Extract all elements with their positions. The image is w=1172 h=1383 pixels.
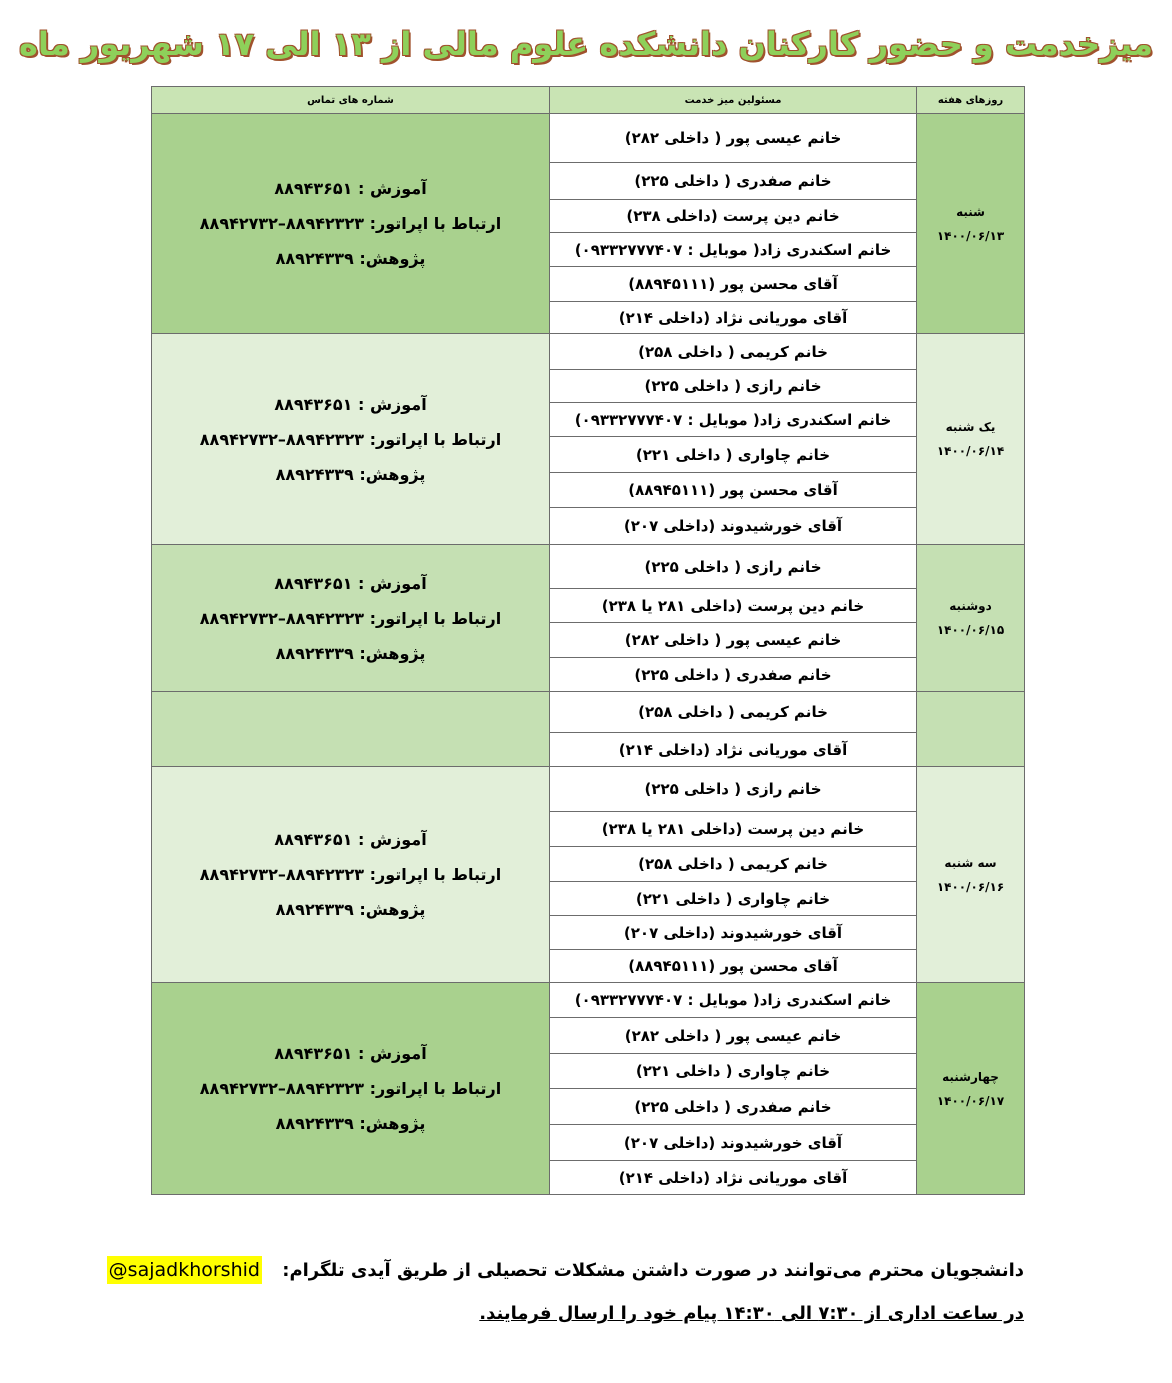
contact-operator: ارتباط با اپراتور: ۸۸۹۴۲۳۲۳–۸۸۹۴۲۷۳۲ bbox=[199, 865, 502, 884]
table-row bbox=[152, 983, 1025, 1018]
contact-operator: ارتباط با اپراتور: ۸۸۹۴۲۳۲۳–۸۸۹۴۲۷۳۲ bbox=[199, 214, 502, 233]
table-row bbox=[152, 114, 1025, 163]
contacts-cell-wednesday bbox=[152, 983, 550, 1195]
staff-cell: آقای موریانی نژاد (داخلی ۲۱۴) bbox=[550, 733, 917, 767]
staff-cell: خانم دین پرست (داخلی ۲۸۱ یا ۲۳۸) bbox=[550, 589, 917, 623]
staff-cell: آقای خورشیدوند (داخلی ۲۰۷) bbox=[550, 916, 917, 950]
contacts-cell-sunday bbox=[152, 334, 550, 545]
staff-cell: خانم رازی ( داخلی ۲۲۵) bbox=[550, 545, 917, 589]
table-row bbox=[152, 545, 1025, 589]
staff-cell: خانم چاواری ( داخلی ۲۲۱) bbox=[550, 882, 917, 916]
day-cell-tuesday bbox=[917, 767, 1025, 983]
table-row bbox=[152, 692, 1025, 733]
staff-cell: آقای موریانی نژاد (داخلی ۲۱۴) bbox=[550, 1161, 917, 1195]
header-day: روزهای هفته bbox=[917, 87, 1025, 114]
staff-cell: آقای محسن پور (۸۸۹۴۵۱۱۱) bbox=[550, 267, 917, 302]
page-title: میزخدمت و حضور کارکنان دانشکده علوم مالی از ۱۳ الی ۱۷ شهریور ماه bbox=[19, 25, 1153, 63]
telegram-id-link[interactable]: @sajadkhorshid bbox=[107, 1256, 262, 1284]
table-row bbox=[152, 334, 1025, 370]
contact-research: پژوهش: ۸۸۹۲۴۳۳۹ bbox=[275, 1114, 426, 1133]
day-date: ۱۴۰۰/۰۶/۱۵ bbox=[936, 623, 1005, 637]
staff-cell: آقای خورشیدوند (داخلی ۲۰۷) bbox=[550, 1125, 917, 1161]
staff-cell: آقای خورشیدوند (داخلی ۲۰۷) bbox=[550, 508, 917, 545]
day-cell-wednesday bbox=[917, 983, 1025, 1195]
footer-line1: دانشجویان محترم می‌توانند در صورت داشتن مشکلات تحصیلی از طریق آیدی تلگرام: bbox=[282, 1260, 1024, 1281]
day-date: ۱۴۰۰/۰۶/۱۳ bbox=[936, 228, 1005, 243]
contact-research: پژوهش: ۸۸۹۲۴۳۳۹ bbox=[275, 643, 426, 663]
header-contacts: شماره های تماس bbox=[152, 87, 550, 114]
day-name: چهارشنبه bbox=[942, 1069, 999, 1084]
day-name: شنبه bbox=[956, 204, 985, 219]
contact-operator: ارتباط با اپراتور: ۸۸۹۴۲۳۲۳–۸۸۹۴۲۷۳۲ bbox=[199, 608, 502, 628]
staff-cell: خانم اسکندری زاد( موبایل : ۰۹۳۳۲۷۷۷۴۰۷) bbox=[550, 983, 917, 1018]
contact-operator: ارتباط با اپراتور: ۸۸۹۴۲۳۲۳–۸۸۹۴۲۷۳۲ bbox=[199, 429, 502, 449]
contact-education: آموزش : ۸۸۹۴۳۶۵۱ bbox=[274, 573, 427, 593]
staff-cell: خانم اسکندری زاد( موبایل : ۰۹۳۳۲۷۷۷۴۰۷) bbox=[550, 233, 917, 267]
contact-research: پژوهش: ۸۸۹۲۴۳۳۹ bbox=[275, 900, 426, 919]
contact-education: آموزش : ۸۸۹۴۳۶۵۱ bbox=[274, 1044, 427, 1063]
contact-research: پژوهش: ۸۸۹۲۴۳۳۹ bbox=[275, 249, 426, 268]
staff-cell: خانم صفدری ( داخلی ۲۲۵) bbox=[550, 163, 917, 200]
contact-education: آموزش : ۸۸۹۴۳۶۵۱ bbox=[274, 830, 427, 849]
staff-cell: خانم عیسی پور ( داخلی ۲۸۲) bbox=[550, 623, 917, 658]
day-cell-sunday bbox=[917, 334, 1025, 545]
day-name: دوشنبه bbox=[949, 599, 992, 613]
staff-cell: خانم عیسی پور ( داخلی ۲۸۲) bbox=[550, 114, 917, 163]
header-responsible: مسئولین میز خدمت bbox=[550, 87, 917, 114]
schedule-table bbox=[151, 86, 1025, 1195]
contacts-cell-empty bbox=[152, 692, 550, 767]
staff-cell: خانم دین پرست (داخلی ۲۸۱ یا ۲۳۸) bbox=[550, 812, 917, 847]
day-date: ۱۴۰۰/۰۶/۱۶ bbox=[936, 879, 1005, 894]
table-row bbox=[152, 767, 1025, 812]
staff-cell: خانم کریمی ( داخلی ۲۵۸) bbox=[550, 847, 917, 882]
staff-cell: خانم دین پرست (داخلی ۲۳۸) bbox=[550, 200, 917, 233]
staff-cell: خانم چاواری ( داخلی ۲۲۱) bbox=[550, 437, 917, 473]
table-header-row bbox=[152, 87, 1025, 114]
staff-cell: آقای محسن پور (۸۸۹۴۵۱۱۱) bbox=[550, 473, 917, 508]
footer-notice bbox=[108, 1256, 1024, 1284]
day-date: ۱۴۰۰/۰۶/۱۷ bbox=[936, 1093, 1005, 1108]
footer-office-hours: در ساعت اداری از ۷:۳۰ الی ۱۴:۳۰ پیام خود را ارسال فرمایند. bbox=[479, 1303, 1024, 1324]
day-name: یک شنبه bbox=[945, 420, 996, 434]
staff-cell: خانم صفدری ( داخلی ۲۲۵) bbox=[550, 1089, 917, 1125]
staff-cell: خانم کریمی ( داخلی ۲۵۸) bbox=[550, 334, 917, 370]
staff-cell: آقای محسن پور (۸۸۹۴۵۱۱۱) bbox=[550, 950, 917, 983]
staff-cell: خانم چاواری ( داخلی ۲۲۱) bbox=[550, 1054, 917, 1089]
day-cell-empty bbox=[917, 692, 1025, 767]
staff-cell: خانم کریمی ( داخلی ۲۵۸) bbox=[550, 692, 917, 733]
contact-education: آموزش : ۸۸۹۴۳۶۵۱ bbox=[274, 394, 427, 414]
day-date: ۱۴۰۰/۰۶/۱۴ bbox=[936, 444, 1005, 458]
contact-operator: ارتباط با اپراتور: ۸۸۹۴۲۳۲۳–۸۸۹۴۲۷۳۲ bbox=[199, 1079, 502, 1098]
contacts-cell-tuesday bbox=[152, 767, 550, 983]
contact-research: پژوهش: ۸۸۹۲۴۳۳۹ bbox=[275, 464, 426, 484]
contacts-cell-saturday bbox=[152, 114, 550, 334]
contacts-cell-monday bbox=[152, 545, 550, 692]
staff-cell: خانم عیسی پور ( داخلی ۲۸۲) bbox=[550, 1018, 917, 1054]
day-cell-saturday bbox=[917, 114, 1025, 334]
staff-cell: خانم صفدری ( داخلی ۲۲۵) bbox=[550, 658, 917, 692]
staff-cell: خانم اسکندری زاد( موبایل : ۰۹۳۳۲۷۷۷۴۰۷) bbox=[550, 403, 917, 437]
day-cell-monday bbox=[917, 545, 1025, 692]
day-name: سه شنبه bbox=[944, 855, 997, 870]
staff-cell: خانم رازی ( داخلی ۲۲۵) bbox=[550, 370, 917, 403]
staff-cell: خانم رازی ( داخلی ۲۲۵) bbox=[550, 767, 917, 812]
staff-cell: آقای موریانی نژاد (داخلی ۲۱۴) bbox=[550, 302, 917, 334]
contact-education: آموزش : ۸۸۹۴۳۶۵۱ bbox=[274, 179, 427, 198]
